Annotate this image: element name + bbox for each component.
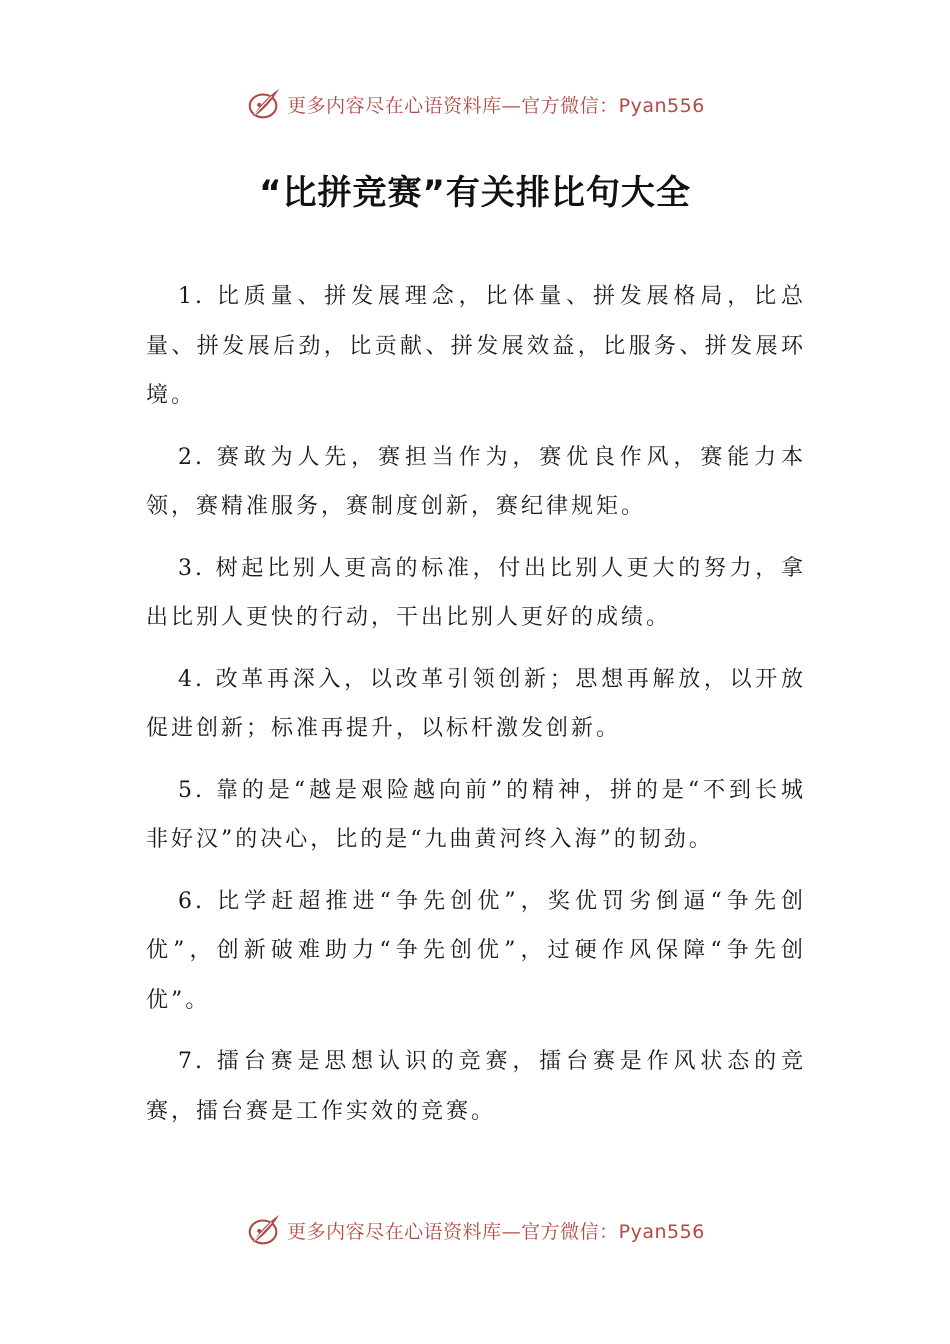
footer-banner-label: 更多内容尽在心语资料库—官方微信： bbox=[287, 1220, 619, 1243]
header-wechat-id: Pyan556 bbox=[618, 94, 705, 117]
paragraph-5: 5. 靠的是“越是艰险越向前”的精神，拼的是“不到长城非好汉”的决心，比的是“九曲黄河终入海”的韧劲。 bbox=[146, 777, 806, 852]
header-banner-text bbox=[287, 91, 705, 118]
document-title: “比拼竞赛”有关排比句大全 bbox=[259, 173, 691, 213]
header-banner bbox=[0, 84, 950, 124]
footer-banner-text bbox=[287, 1217, 705, 1244]
quill-pen-logo-icon bbox=[245, 1211, 283, 1249]
quill-pen-logo-icon bbox=[245, 85, 283, 123]
footer-banner bbox=[0, 1210, 950, 1250]
header-banner-label: 更多内容尽在心语资料库—官方微信： bbox=[287, 94, 619, 117]
paragraph-2: 2. 赛敢为人先，赛担当作为，赛优良作风，赛能力本领，赛精准服务，赛制度创新，赛纪律规矩。 bbox=[146, 444, 806, 519]
document-body bbox=[146, 272, 806, 1148]
footer-wechat-id: Pyan556 bbox=[618, 1220, 705, 1243]
paragraph-4: 4. 改革再深入，以改革引领创新；思想再解放，以开放促进创新；标准再提升，以标杆激发创新。 bbox=[146, 666, 806, 741]
paragraph-6: 6. 比学赶超推进“争先创优”，奖优罚劣倒逼“争先创优”，创新破难助力“争先创优”，过硬作风保障“争先创优”。 bbox=[146, 888, 806, 1013]
paragraph-1: 1. 比质量、拼发展理念，比体量、拼发展格局，比总量、拼发展后劲，比贡献、拼发展效益，比服务、拼发展环境。 bbox=[146, 284, 806, 408]
paragraph-7: 7. 擂台赛是思想认识的竞赛，擂台赛是作风状态的竞赛，擂台赛是工作实效的竞赛。 bbox=[146, 1049, 806, 1124]
paragraph-3: 3. 树起比别人更高的标准，付出比别人更大的努力，拿出比别人更快的行动，干出比别人更好的成绩。 bbox=[146, 555, 806, 630]
